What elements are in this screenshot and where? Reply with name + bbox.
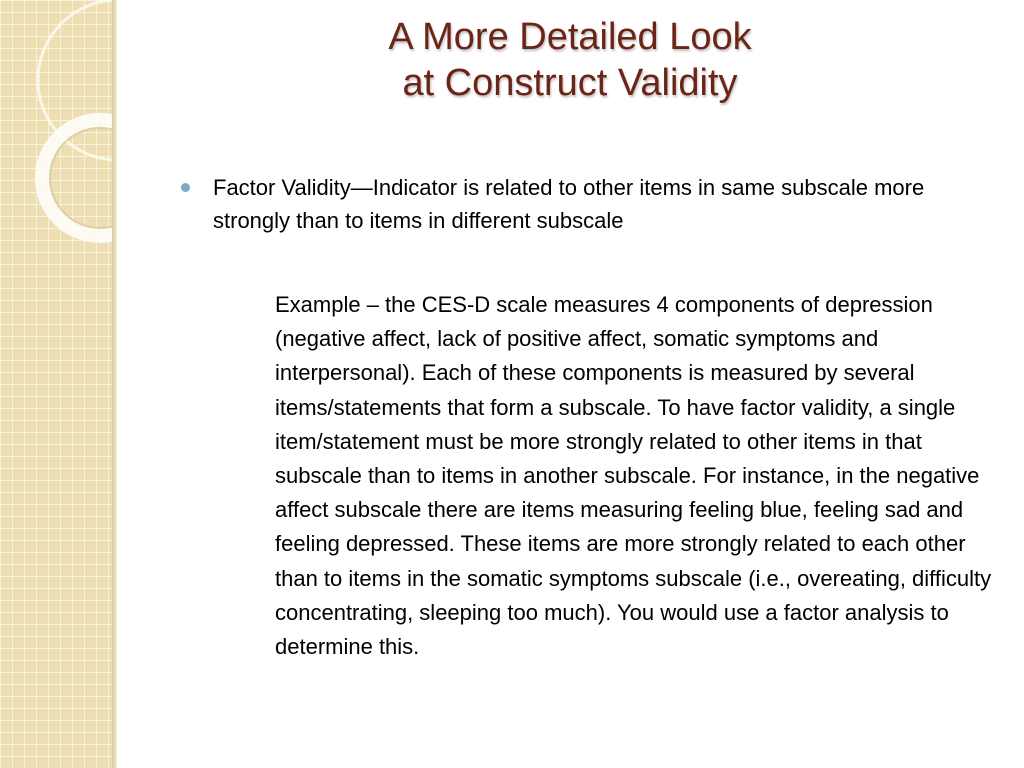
decorative-ring-thick — [42, 120, 112, 236]
decorative-sidebar — [0, 0, 112, 768]
title-line-1: A More Detailed Look — [388, 16, 752, 58]
bullet-text: Factor Validity—Indicator is related to other items in same subscale more strongly than to items in different subscale — [213, 175, 925, 233]
decorative-circles — [0, 0, 112, 768]
decorative-ring-large — [38, 0, 112, 160]
sidebar-edge — [112, 0, 117, 768]
bullet-icon — [181, 183, 190, 192]
title-line-2: at Construct Validity — [402, 62, 738, 104]
slide-title — [160, 14, 980, 106]
example-paragraph: Example – the CES-D scale measures 4 components of depression (negative affect, lack of positive affect, somatic symptoms and interpersonal). Each of these components is measured by several items/statements that form a subscale. To have factor validity, a single item/statement must be more strongly related to other items in that subscale than to items in another subscale. For instance, in the negative affect subscale there are items measuring feeling blue, feeling sad and feeling depressed. These items are more strongly related to each other than to items in the somatic symptoms subscale (i.e., overeating, difficulty concentrating, sleeping too much). You would use a factor analysis to determine this. — [275, 292, 992, 660]
